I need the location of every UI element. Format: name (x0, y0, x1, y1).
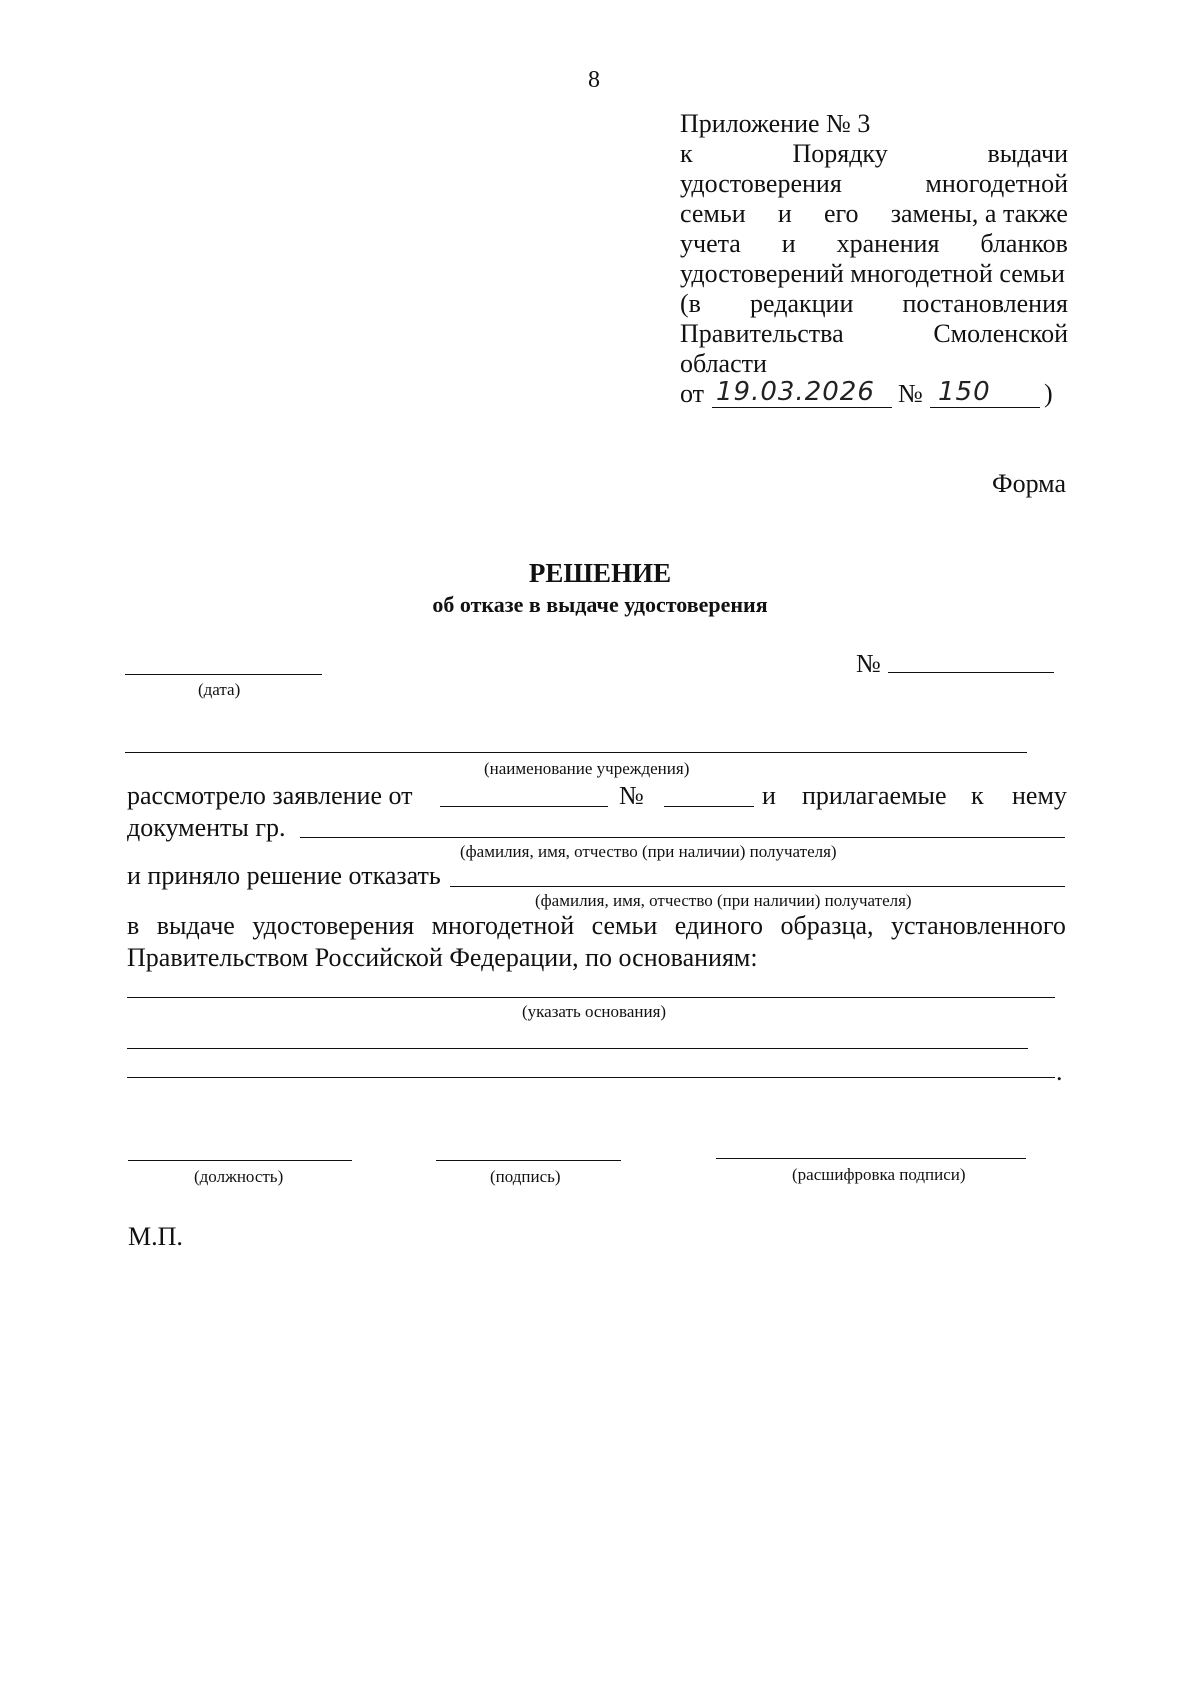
reasons-field-line-3[interactable] (127, 1077, 1055, 1078)
form-label: Форма (992, 469, 1066, 498)
appendix-line-4: учета и хранения бланков (680, 229, 1068, 258)
position-caption: (должность) (194, 1167, 284, 1186)
appendix-line-8: области (680, 349, 767, 378)
appendix-line-3: семьи и его замены, а также (680, 199, 1068, 228)
signature-decoding-field-line[interactable] (716, 1158, 1026, 1159)
body-line-3-text: и приняло решение отказать (127, 861, 441, 890)
institution-field-line[interactable] (125, 752, 1027, 753)
appendix-line-5: удостоверений многодетной семьи (680, 259, 1065, 288)
date-field-line[interactable] (125, 674, 322, 675)
citizen-name-caption: (фамилия, имя, отчество (при наличии) получателя) (460, 842, 837, 861)
handwritten-number: 150 (938, 377, 991, 407)
document-title: РЕШЕНИЕ (528, 558, 672, 588)
page-number: 8 (588, 67, 600, 93)
reasons-caption: (указать основания) (522, 1002, 667, 1021)
position-field-line[interactable] (128, 1160, 352, 1161)
decision-number-label: № (856, 649, 881, 678)
appendix-line-1: к Порядку выдачи (680, 139, 1068, 168)
recipient-name-caption: (фамилия, имя, отчество (при наличии) получателя) (535, 891, 912, 910)
appendix-line-2: удостоверения многодетной (680, 169, 1068, 198)
decision-number-field[interactable] (888, 672, 1054, 673)
signature-field-line[interactable] (436, 1160, 621, 1161)
institution-caption: (наименование учреждения) (484, 759, 690, 778)
appendix-block (680, 108, 1068, 412)
handwritten-date: 19.03.2026 (716, 377, 875, 407)
reasons-field-line-2[interactable] (127, 1048, 1028, 1049)
appendix-date-line (680, 378, 1068, 412)
body-line-1-text: рассмотрело заявление от (127, 781, 413, 810)
body-line-4: в выдаче удостоверения многодетной семьи единого образца, установленного (127, 911, 1066, 940)
application-number-label: № (619, 781, 644, 810)
appendix-line-7: Правительства Смоленской (680, 319, 1068, 348)
closing-paren: ) (1044, 379, 1053, 408)
signature-decoding-caption: (расшифровка подписи) (792, 1165, 966, 1184)
recipient-name-field[interactable] (450, 886, 1065, 887)
date-caption: (дата) (198, 680, 241, 699)
body-line-1-to: к (971, 781, 984, 810)
body-line-5: Правительством Российской Федерации, по основаниям: (127, 943, 758, 972)
reasons-end-dot: . (1056, 1057, 1063, 1086)
date-prefix: от (680, 379, 705, 408)
appendix-title: Приложение № 3 (680, 109, 871, 138)
body-line-2-text: документы гр. (127, 813, 286, 842)
signature-caption: (подпись) (490, 1167, 561, 1186)
appendix-line-6: (в редакции постановления (680, 289, 1068, 318)
body-line-1-attached: прилагаемые (802, 781, 947, 810)
application-date-field[interactable] (440, 806, 608, 807)
reasons-field-line-1[interactable] (127, 997, 1055, 998)
stamp-place: М.П. (128, 1222, 183, 1251)
application-number-field[interactable] (664, 806, 754, 807)
document-subtitle: об отказе в выдаче удостоверения (432, 592, 768, 617)
citizen-name-field[interactable] (300, 837, 1065, 838)
number-label: № (898, 379, 923, 408)
body-line-1-and: и (762, 781, 776, 810)
body-line-1-him: нему (1012, 781, 1067, 810)
